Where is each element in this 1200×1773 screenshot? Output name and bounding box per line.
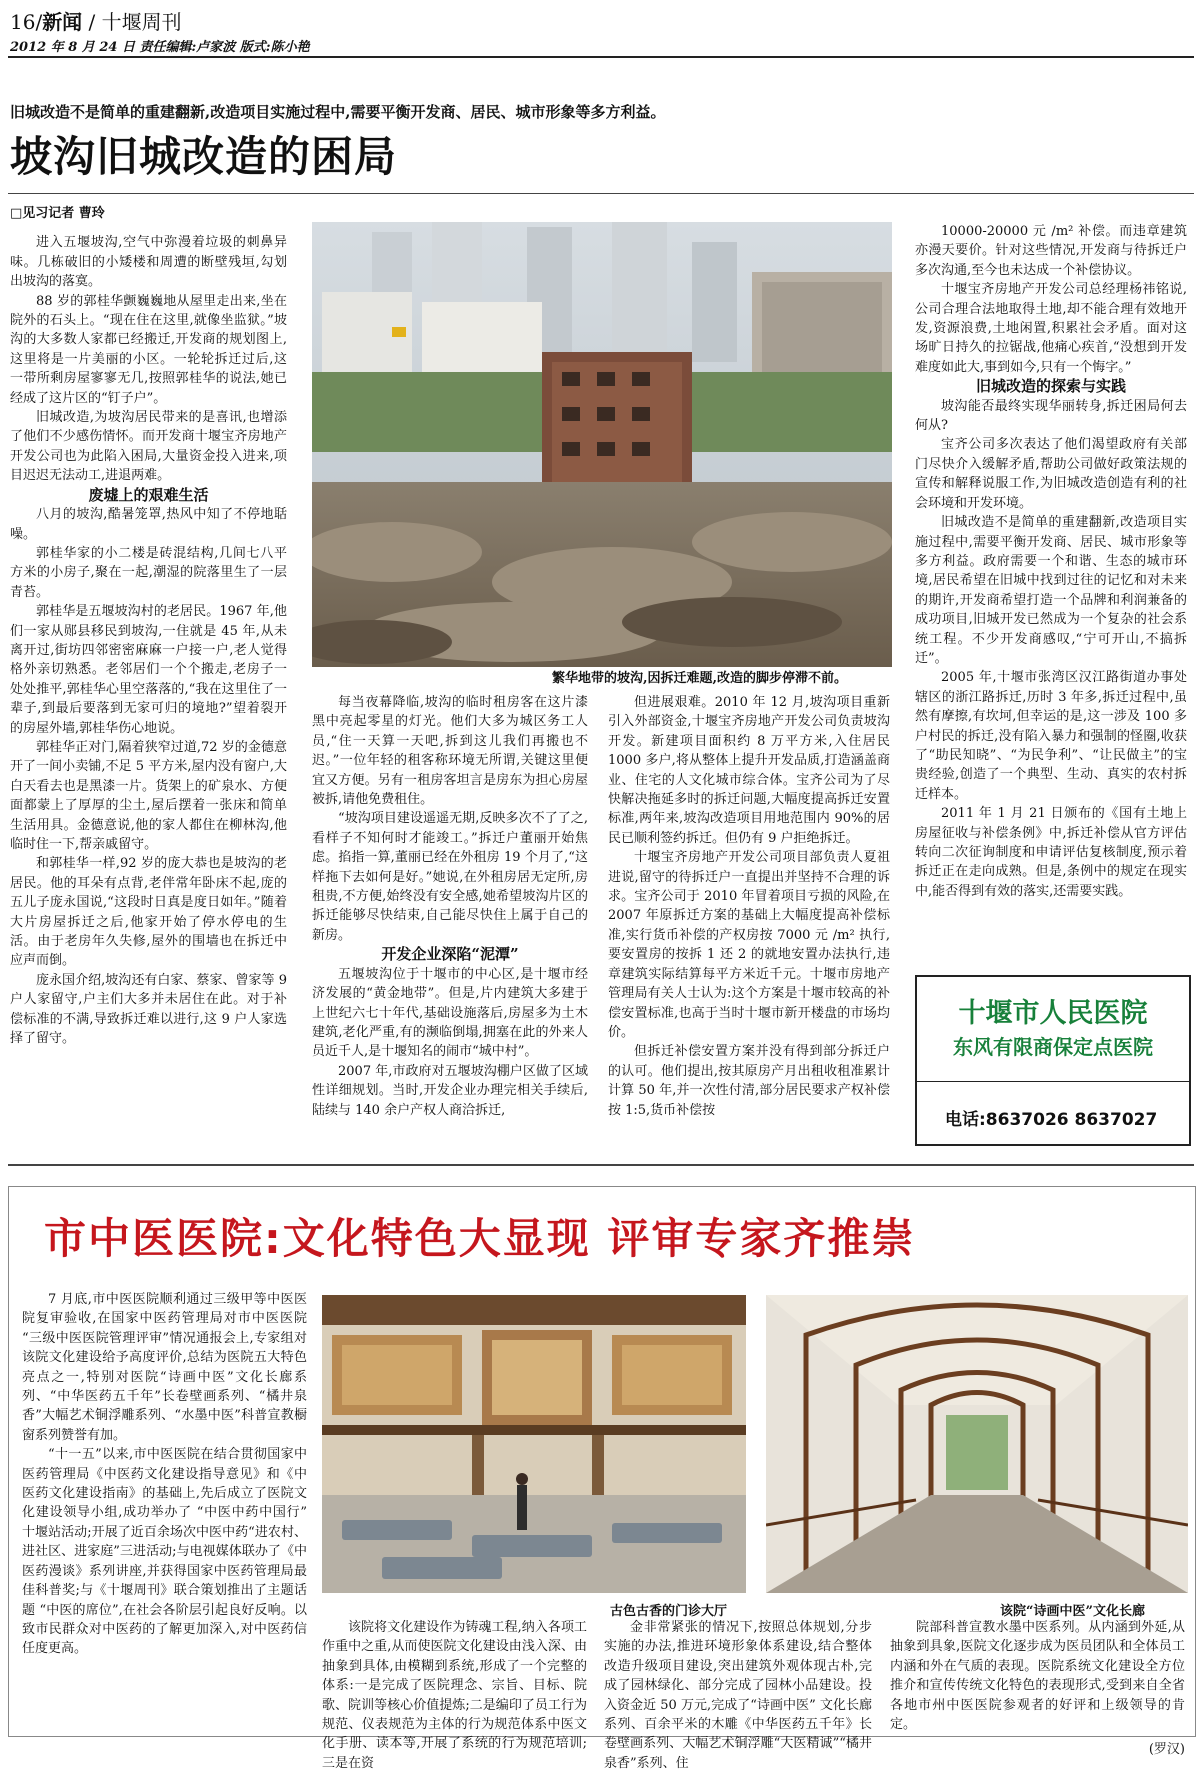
paragraph: 庞永国介绍,坡沟还有白家、蔡家、曾家等 9 户人家留守,户主们大多并未居住在此。对于补偿标准的不满,导致拆迁难以进行,这 9 户人家选择了留守。 [10,972,287,1047]
paragraph: 宝齐公司多次表达了他们渴望政府有关部门尽快介入缓解矛盾,帮助公司做好政策法规的宣传和解释说服工作,为旧城改造创造有利的社会环境和开发环境。 [915,437,1187,511]
paragraph: 郭桂华正对门,隔着狭窄过道,72 岁的金德意开了一间小卖铺,不足 5 平方米,屋内没有窗户,大白天看去也是黑漆一片。货架上的矿泉水、方便面都蒙上了厚厚的尘土,屋后摆着一张床和简单生活用具。金德意说,他的家人都住在柳林沟,他临时住一下,帮亲戚留守。 [10,739,287,852]
ruins-photo-illustration [312,222,892,667]
caption-culture-corridor: 该院“诗画中医”文化长廊 [1000,1604,1145,1619]
article-column-3 [608,693,890,1120]
paper-name: 十堰周刊 [101,10,182,34]
section-name: 新闻 [42,10,83,34]
paragraph: 金非常紧张的情况下,按照总体规划,分步实施的办法,推进环境形象体系建设,结合整体改造升级项目建设,突出建筑外观体现古朴,完成了园林绿化、部分完成了园林小品建设。投入资金近 50 万元,完成了“诗画中医” 文化长廊系列、百余平米的木雕《中华医药五千年》长卷壁画系列、大幅艺术铜浮雕“大医精诚”“橘井泉香”系列、住 [604,1620,872,1771]
paragraph: 2005 年,十堰市张湾区汉江路街道办事处辖区的浙江路拆迁,历时 3 年多,拆迁过程中,虽然有摩擦,有坎坷,但幸运的是,这一涉及 100 多户村民的拆迁,没有陷入暴力和强制的怪圈,收获了“助民知晓”、“为民争利”、“让民做主”的宝贵经验,创造了一个典型、生动、真实的农村拆迁样本。 [915,670,1187,802]
advertorial-column-1 [22,1290,307,1659]
paragraph: 十堰宝齐房地产开发公司项目部负责人夏祖进说,留守的待拆迁户一直提出并坚持不合理的诉求。宝齐公司于 2010 年冒着项目亏损的风险,在 2007 年原拆迁方案的基础上大幅度提高补偿标准,实行货币补偿的产权房按 7000 元 /m² 执行,要安置房的按拆 1 还 2 的就地安置办法执行,违章建筑实际结算每平方米近千元。十堰市房地产管理局有关人士认为:这个方案是十堰市较高的补偿安置标准,也高于当时十堰市新开楼盘的市场均价。 [608,850,890,1040]
paragraph: 但进展艰难。2010 年 12 月,坡沟项目重新引入外部资金,十堰宝齐房地产开发公司负责坡沟开发。新建项目面积约 8 万平方米,入住居民 1000 多户,将从整体上提升开发品质,打造涵盖商业、住宅的人文化城市综合体。宝齐公司为了尽快解决拖延多时的拆迁问题,大幅度提高拆迁安置标准,两年来,坡沟改造项目用地范围内 90%的居民已顺利签约拆迁。但仍有 9 户拒绝拆迁。 [608,695,890,846]
header-rule [8,56,1194,58]
paragraph: 院部科普宣教水墨中医系列。从内涵到外延,从抽象到具象,医院文化逐步成为医员团队和全体员工内涵和外在气质的表现。医院系统文化建设全方位推介和宣传传统文化特色的表现形式,受到来自全省各地市州中医医院参观者的好评和上级领导的肯定。 [890,1620,1185,1733]
corridor-photo-illustration [766,1295,1188,1593]
paragraph: 旧城改造,为坡沟居民带来的是喜讯,也增添了他们不少感伤情怀。而开发商十堰宝齐房地产开发公司也为此陷入困局,大量资金投入进来,项目迟迟无法动工,进退两难。 [10,410,287,484]
photo-culture-corridor [766,1295,1188,1593]
ad-hospital-name: 十堰市人民医院 [958,998,1148,1029]
photo-outpatient-hall [322,1295,746,1593]
paragraph: 该院将文化建设作为铸魂工程,纳入各项工作重中之重,从而使医院文化建设由浅入深、由抽象到具体,由模糊到系统,形成了一个完整的体系:一是完成了医院理念、宗旨、目标、院歌、院训等核心价值提炼;二是编印了员工行为规范、仪表规范为主体的行为规范体系中医文化手册、读本等,开展了系统的行为规范培训;三是在资 [322,1620,587,1771]
paragraph: 2007 年,市政府对五堰坡沟棚户区做了区域性详细规划。当时,开发企业办理完相关手续后,陆续与 140 余户产权人商洽拆迁, [312,1063,588,1118]
paragraph: “十一五”以来,市中医医院在结合贯彻国家中医药管理局《中医药文化建设指导意见》和《中医药文化建设指南》的基础上,先后成立了医院文化建设领导小组,成功举办了 “中医中药中国行” 十堰站活动;开展了近百余场次中医中药“进农村、进社区、进家庭”三进活动;与电视媒体联办了《中医药漫谈》系列讲座,并获得国家中医药管理局最佳科普奖;与《十堰周刊》联合策划推出了主题话题 “中医的席位”,在社会各阶层引起良好反响。以致市民群众对中医药的了解更加深入,对中医药信任度更高。 [22,1447,307,1657]
photo-caption: 繁华地带的坡沟,因拆迁难题,改造的脚步停滞不前。 [552,671,848,686]
page-header [10,6,182,35]
paragraph: 旧城改造不是简单的重建翻新,改造项目实施过程中,需要平衡开发商、居民、城市形象等多方利益。政府需要一个和谐、生态的城市环境,居民希望在旧城中找到过往的记忆和对未来的期许,开发商希望打造一个品牌和利润兼备的成功项目,旧城开发已然成为一个复杂的社会系统工程。不少开发商感叹,“宁可开山,不搞拆迁”。 [915,515,1187,666]
advertorial-column-4 [890,1618,1185,1760]
title-rule [8,193,1194,194]
paragraph: 郭桂华家的小二楼是砖混结构,几间七八平方米的小房子,聚在一起,潮湿的院落里生了一层青苔。 [10,545,287,600]
article-column-4 [915,222,1187,901]
article-deck: 旧城改造不是简单的重建翻新,改造项目实施过程中,需要平衡开发商、居民、城市形象等多方利益。 [10,103,666,121]
hall-photo-illustration [322,1295,746,1593]
article-column-2 [312,693,588,1120]
paragraph: 进入五堰坡沟,空气中弥漫着垃圾的刺鼻异味。几栋破旧的小矮楼和周遭的断壁残垣,勾划出坡沟的落寞。 [10,235,287,290]
paragraph: 五堰坡沟位于十堰市的中心区,是十堰市经济发展的“黄金地带”。但是,片内建筑大多建于上世纪六七十年代,基础设施落后,房屋多为土木建筑,老化严重,有的濒临倒塌,拥塞在此的外来人员近千人,是十堰知名的闹市“城中村”。 [312,966,588,1060]
advertorial-column-3 [604,1618,872,1773]
article-title: 坡沟旧城改造的困局 [10,132,398,181]
article-column-1 [10,204,287,1048]
advertorial-column-2 [322,1618,587,1773]
header-separator: / [82,10,102,34]
paragraph: 88 岁的郭桂华颤巍巍地从屋里走出来,坐在院外的石头上。“现在住在这里,就像坐监狱。”坡沟的大多数人家都已经搬迁,开发商的规划图上,这里将是一片美丽的小区。一轮轮拆迁过后,这一带所剩房屋寥寥无几,按照郭桂华的说法,她已经成了这片区的“钉子户”。 [10,293,287,406]
paragraph: 2011 年 1 月 21 日颁布的《国有土地上房屋征收与补偿条例》中,拆迁补偿从官方评估转向二次征询制度和申请评估复核制度,预示着拆迁正在走向成熟。但是,条例中的规定在现实中,能否得到有效的落实,还需要实践。 [915,806,1187,899]
paragraph: “坡沟项目建设遥遥无期,反映多次不了了之,看样子不知何时才能竣工。”拆迁户董丽开始焦虑。掐指一算,董丽已经在外租房 19 个月了,“这样拖下去如何是好。”她说,在外租房居无定所,房租贵,不方便,始终没有安全感,她希望坡沟片区的拆迁能够尽快结束,自己能尽快住上属于自己的新房。 [312,811,588,943]
caption-outpatient-hall: 古色古香的门诊大厅 [610,1604,728,1619]
paragraph: 八月的坡沟,酷暑笼罩,热风中知了不停地聒噪。 [10,507,287,542]
hospital-ad [915,975,1191,1146]
paragraph: 但拆迁补偿安置方案并没有得到部分拆迁户的认可。他们提出,按其原房产月出租收租准累计计算 50 年,并一次性付清,部分居民要求产权补偿按 1:5,货币补偿按 [608,1044,890,1118]
advertorial-signature: (罗汉) [1148,1742,1185,1758]
paragraph: 十堰宝齐房地产开发公司总经理杨祎铭说,公司合理合法地取得土地,却不能合理有效地开发,资源浪费,土地闲置,积累社会矛盾。面对这场旷日持久的拉锯战,他痛心疾首,“没想到开发难度如此大,事到如今,只有一个悔字。” [915,282,1187,375]
ad-phone: 电话:8637026 8637027 [945,1110,1158,1130]
subhead-ruins-life: 废墟上的艰难生活 [88,485,209,504]
date-editor-line: 2012 年 8 月 24 日 责任编辑:卢家波 版式:陈小艳 [10,40,310,55]
paragraph: 坡沟能否最终实现华丽转身,拆迁困局何去何从? [915,398,1187,434]
subhead-developer-trapped: 开发企业深陷“泥潭” [381,945,519,964]
paragraph: 郭桂华是五堰坡沟村的老居民。1967 年,他们一家从郧县移民到坡沟,一住就是 45 年,从未离开过,街坊四邻密密麻麻一户接一户,老人觉得格外亲切熟悉。老邻居们一个个搬走,老房子一处处推平,郭桂华心里空落落的,“我在这里住了一辈子,到最后要落到无家可归的境地?”望着裂开的房屋外墙,郭桂华伤心地说。 [10,604,287,736]
paragraph: 7 月底,市中医医院顺利通过三级甲等中医医院复审验收,在国家中医药管理局对市中医医院 “三级中医医院管理评审”情况通报会上,专家组对该院文化建设给予高度评价,总结为医院五大特色亮点之一,特别对医院“诗画中医”文化长廊系列、“中华医药五千年”长卷壁画系列、“橘井泉香”大幅艺术铜浮雕系列、“水墨中医”科普宣教橱窗系列赞誉有加。 [22,1292,307,1443]
advertorial-title: 市中医医院:文化特色大显现 评审专家齐推崇 [44,1214,916,1263]
ad-hospital-subtitle: 东风有限商保定点医院 [953,1035,1153,1059]
ad-divider [917,1081,1189,1082]
paragraph: 和郭桂华一样,92 岁的庞大恭也是坡沟的老居民。他的耳朵有点背,老伴常年卧床不起,庞的五儿子庞永国说,“这段时日真是度日如年。”随着大片房屋拆迁之后,他家开始了停水停电的生活。由于老房年久失修,屋外的围墙也在拆迁中应声而倒。 [10,856,287,969]
subhead-exploration: 旧城改造的探索与实践 [975,377,1126,396]
section-divider [8,1164,1194,1166]
paragraph: 每当夜幕降临,坡沟的临时租房客在这片漆黑中亮起零星的灯光。他们大多为城区务工人员,“住一天算一天吧,拆到这儿我们再搬也不迟。”一位年轻的租客称环境无所谓,关键这里便宜又方便。另有一租房客坦言是房东为担心房屋被拆,请他免费租住。 [312,695,588,808]
paragraph: 10000-20000 元 /m² 补偿。而违章建筑亦漫天要价。针对这些情况,开发商与待拆迁户多次沟通,至今也未达成一个补偿协议。 [915,224,1187,278]
byline: □见习记者 曹玲 [10,206,105,221]
photo-pogou-ruins [312,222,892,667]
page-number: 16/ [10,10,43,34]
